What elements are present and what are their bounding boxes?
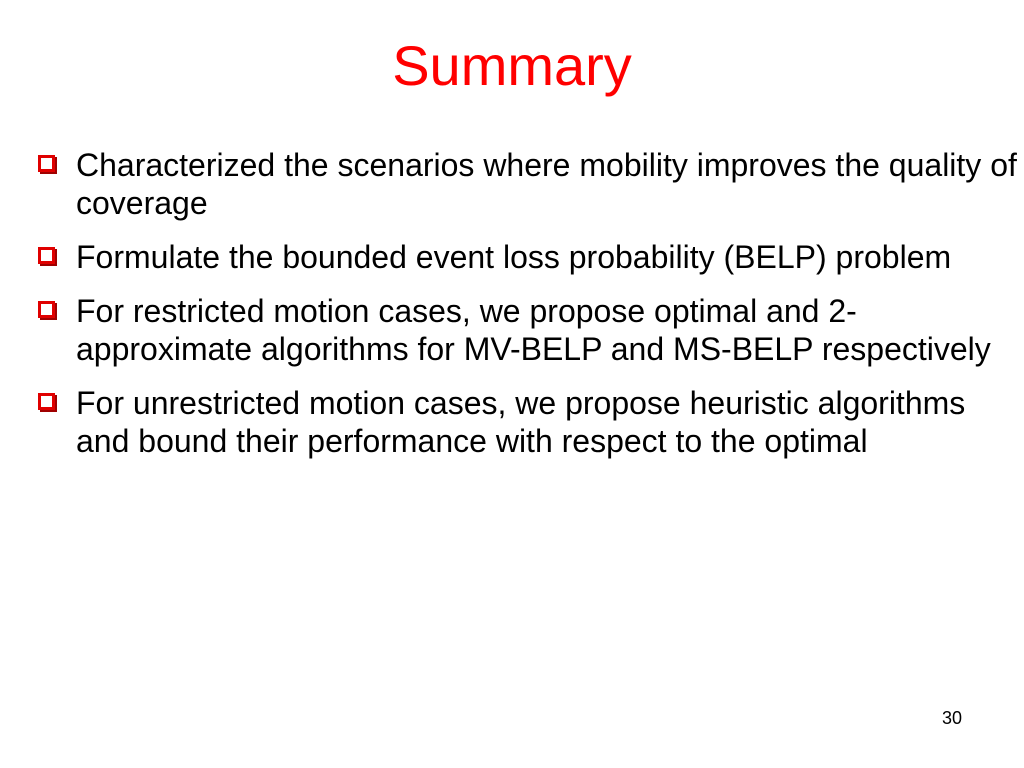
bullet-item-3 <box>38 292 1022 368</box>
slide-title: Summary <box>392 34 632 97</box>
bullet-item-1 <box>38 146 1022 222</box>
bullet-text-2: Formulate the bounded event loss probability (BELP) problem <box>76 239 952 275</box>
bullet-item-4 <box>38 384 1022 460</box>
bullet-item-2 <box>38 238 1022 276</box>
hollow-square-icon <box>38 247 55 264</box>
bullet-text-1: Characterized the scenarios where mobility improves the quality of coverage <box>76 147 1017 221</box>
bullet-list <box>38 146 1022 476</box>
bullet-text-3: For restricted motion cases, we propose optimal and 2-approximate algorithms for MV-BELP and MS-BELP respectively <box>76 293 991 367</box>
bullet-text-4: For unrestricted motion cases, we propose heuristic algorithms and bound their performance with respect to the optimal <box>76 385 966 459</box>
page-number: 30 <box>941 708 963 728</box>
hollow-square-icon <box>38 393 55 410</box>
hollow-square-icon <box>38 301 55 318</box>
hollow-square-icon <box>38 155 55 172</box>
